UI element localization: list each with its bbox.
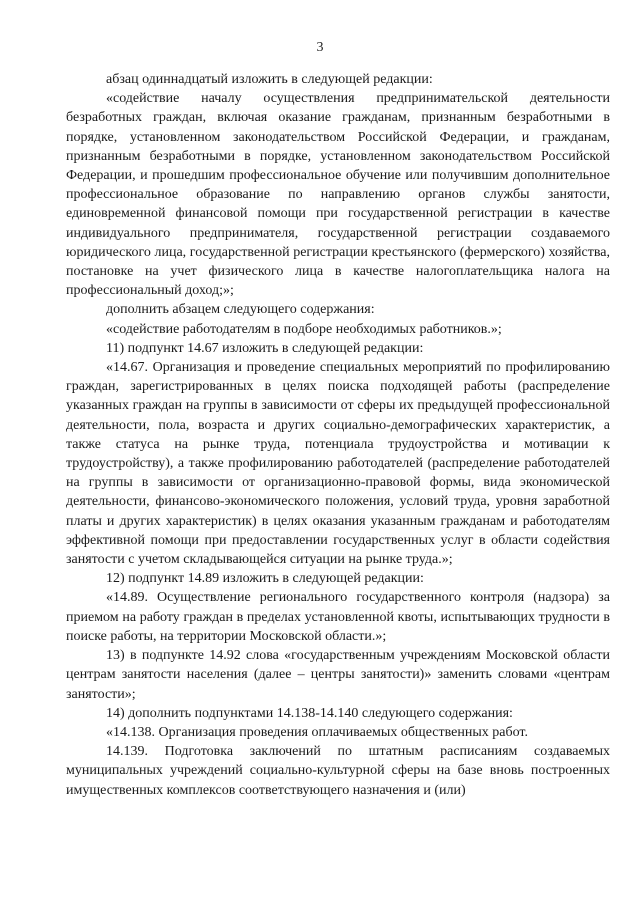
paragraph: «14.89. Осуществление регионального государственного контроля (надзора) за приемом на работу граждан в пределах установленной квоты, испытывающих трудности в поиске работы, на территории Московской области.»;: [66, 590, 610, 644]
paragraph: «содействие работодателям в подборе необходимых работников.»;: [106, 321, 502, 337]
page-number: 3: [316, 40, 324, 55]
paragraph: 11) подпункт 14.67 изложить в следующей редакции:: [106, 340, 424, 356]
paragraph: 13) в подпункте 14.92 слова «государственным учреждениям Московской области центрам занятости населения (далее – центры занятости)» заменить словами «центрам занятости»;: [66, 648, 610, 702]
document-body: [66, 70, 610, 800]
paragraph: 12) подпункт 14.89 изложить в следующей редакции:: [106, 571, 424, 587]
paragraph: «содействие началу осуществления предпринимательской деятельности безработных граждан, включая оказание гражданам, признанным безработными в порядке, установленном законодательством Российской Федерации, и гражданам, признанным безработными в порядке, установленном законодательством Российской Федерации, и прошедшим профессиональное обучение или получившим дополнительное профессиональное образование по направлению органов службы занятости, единовременной финансовой помощи при государственной регистрации в качестве индивидуального предпринимателя, государственной регистрации создаваемого юридического лица, государственной регистрации крестьянского (фермерского) хозяйства, постановке на учет физического лица в качестве налогоплательщика налога на профессиональный доход;»;: [66, 91, 610, 299]
paragraph: абзац одиннадцатый изложить в следующей редакции:: [106, 72, 433, 87]
paragraph: «14.138. Организация проведения оплачиваемых общественных работ.: [106, 724, 528, 740]
paragraph: «14.67. Организация и проведение специальных мероприятий по профилированию граждан, зарегистрированных в целях поиска подходящей работы (распределение указанных граждан на группы в зависимости от сферы их предыдущей профессиональной деятельности, пола, возраста и других социально-демографических характеристик, а также статуса на рынке труда, потенциала трудоустройства и мотивации к трудоустройству), а также профилированию работодателей (распределение работодателей на группы в зависимости от организационно-правовой формы, вида экономической деятельности, финансово-экономического положения, условий труда, уровня заработной платы и других характеристик) в целях оказания указанным гражданам и работодателям эффективной помощи при предоставлении государственных услуг в области содействия занятости с учетом складывающейся ситуации на рынке труда.»;: [66, 360, 610, 568]
paragraph: 14.139. Подготовка заключений по штатным расписаниям создаваемых муниципальных учреждений социально-культурной сферы на базе вновь построенных имущественных комплексов соответствующего назначения и (или): [66, 744, 610, 798]
paragraph: 14) дополнить подпунктами 14.138-14.140 следующего содержания:: [106, 705, 513, 721]
paragraph: дополнить абзацем следующего содержания:: [106, 302, 375, 318]
